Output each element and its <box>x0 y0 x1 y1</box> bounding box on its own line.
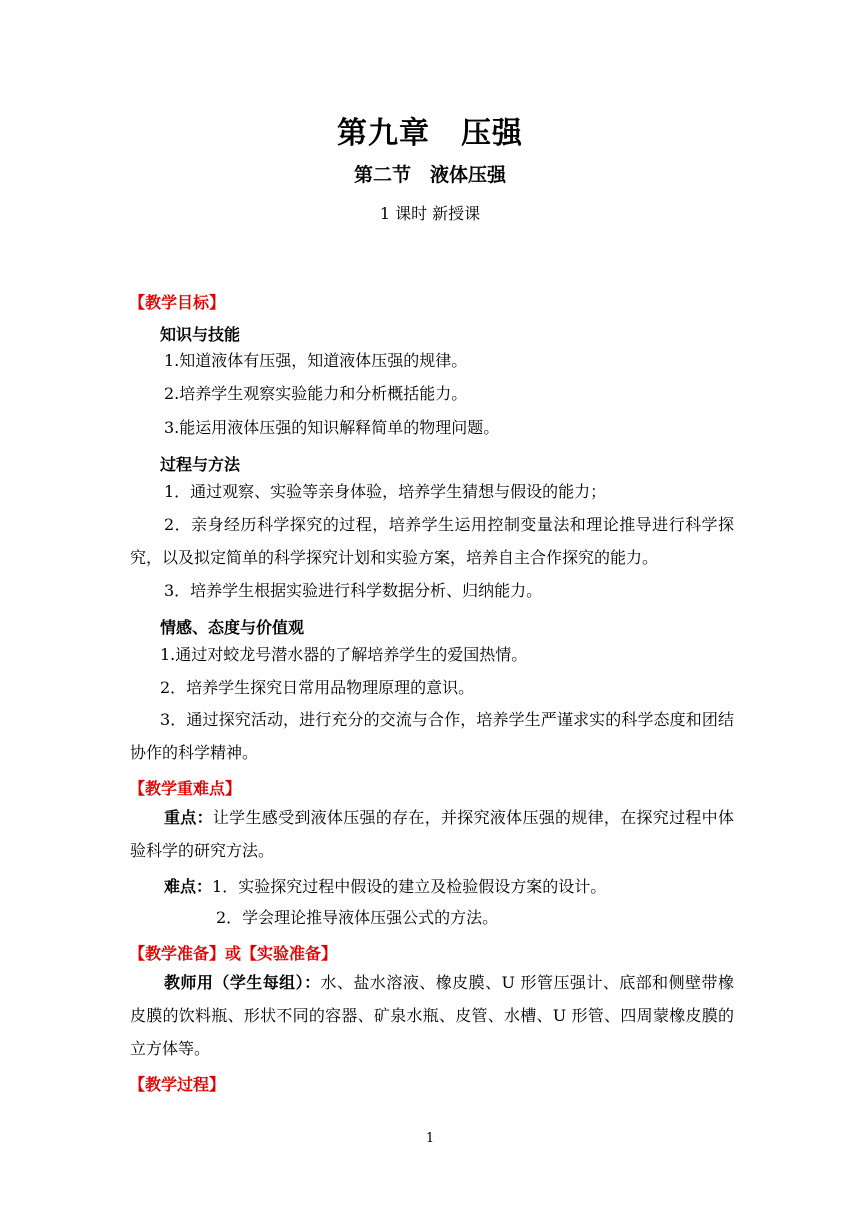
difficulty-item-2: 2．学会理论推导液体压强公式的方法。 <box>216 908 499 927</box>
emotion-values-title: 情感、态度与价值观 <box>160 618 305 637</box>
section-title: 第二节 液体压强 <box>353 164 506 186</box>
key-point-label: 重点： <box>164 808 213 827</box>
preparation-heading: 【教学准备】或【实验准备】 <box>129 944 338 963</box>
difficulty-label: 难点： <box>164 877 213 896</box>
key-point-paragraph <box>130 801 734 867</box>
preparation-paragraph <box>130 966 734 1065</box>
key-point-text: 让学生感受到液体压强的存在，并探究液体压强的规律，在探究过程中体验科学的研究方法。 <box>130 808 734 860</box>
lesson-info: 1 课时 新授课 <box>379 204 481 223</box>
process-item-3: 3．培养学生根据实验进行科学数据分析、归纳能力。 <box>164 581 543 600</box>
preparation-label: 教师用（学生每组）： <box>164 973 321 992</box>
key-points-heading: 【教学重难点】 <box>129 779 242 798</box>
process-item-2: 2．亲身经历科学探究的过程，培养学生运用控制变量法和理论推导进行科学探究，以及拟定简单的科学探究计划和实验方案，培养自主合作探究的能力。 <box>130 515 734 567</box>
emotion-item-2: 2．培养学生探究日常用品物理原理的意识。 <box>160 678 475 697</box>
preparation-text: 水、盐水溶液、橡皮膜、U 形管压强计、底部和侧壁带橡皮膜的饮料瓶、形状不同的容器、矿泉水瓶、皮管、水槽、U 形管、四周蒙橡皮膜的立方体等。 <box>130 973 734 1058</box>
objectives-heading: 【教学目标】 <box>129 293 226 312</box>
emotion-item-1: 1.通过对蛟龙号潜水器的了解培养学生的爱国热情。 <box>160 645 528 664</box>
teaching-process-heading: 【教学过程】 <box>129 1075 226 1094</box>
knowledge-item-1: 1.知道液体有压强，知道液体压强的规律。 <box>164 351 468 370</box>
emotion-item-3: 3．通过探究活动，进行充分的交流与合作，培养学生严谨求实的科学态度和团结协作的科学精神。 <box>130 710 734 762</box>
knowledge-item-3: 3.能运用液体压强的知识解释简单的物理问题。 <box>164 418 500 437</box>
knowledge-skills-title: 知识与技能 <box>160 325 241 344</box>
process-item-1: 1．通过观察、实验等亲身体验，培养学生猜想与假设的能力； <box>164 482 607 501</box>
chapter-title: 第九章 压强 <box>337 116 523 151</box>
difficulty-line-1 <box>164 874 606 897</box>
process-methods-title: 过程与方法 <box>160 455 241 474</box>
knowledge-item-2: 2.培养学生观察实验能力和分析概括能力。 <box>164 384 468 403</box>
page-number: 1 <box>425 1131 435 1146</box>
difficulty-item-1: 1．实验探究过程中假设的建立及检验假设方案的设计。 <box>212 877 607 896</box>
